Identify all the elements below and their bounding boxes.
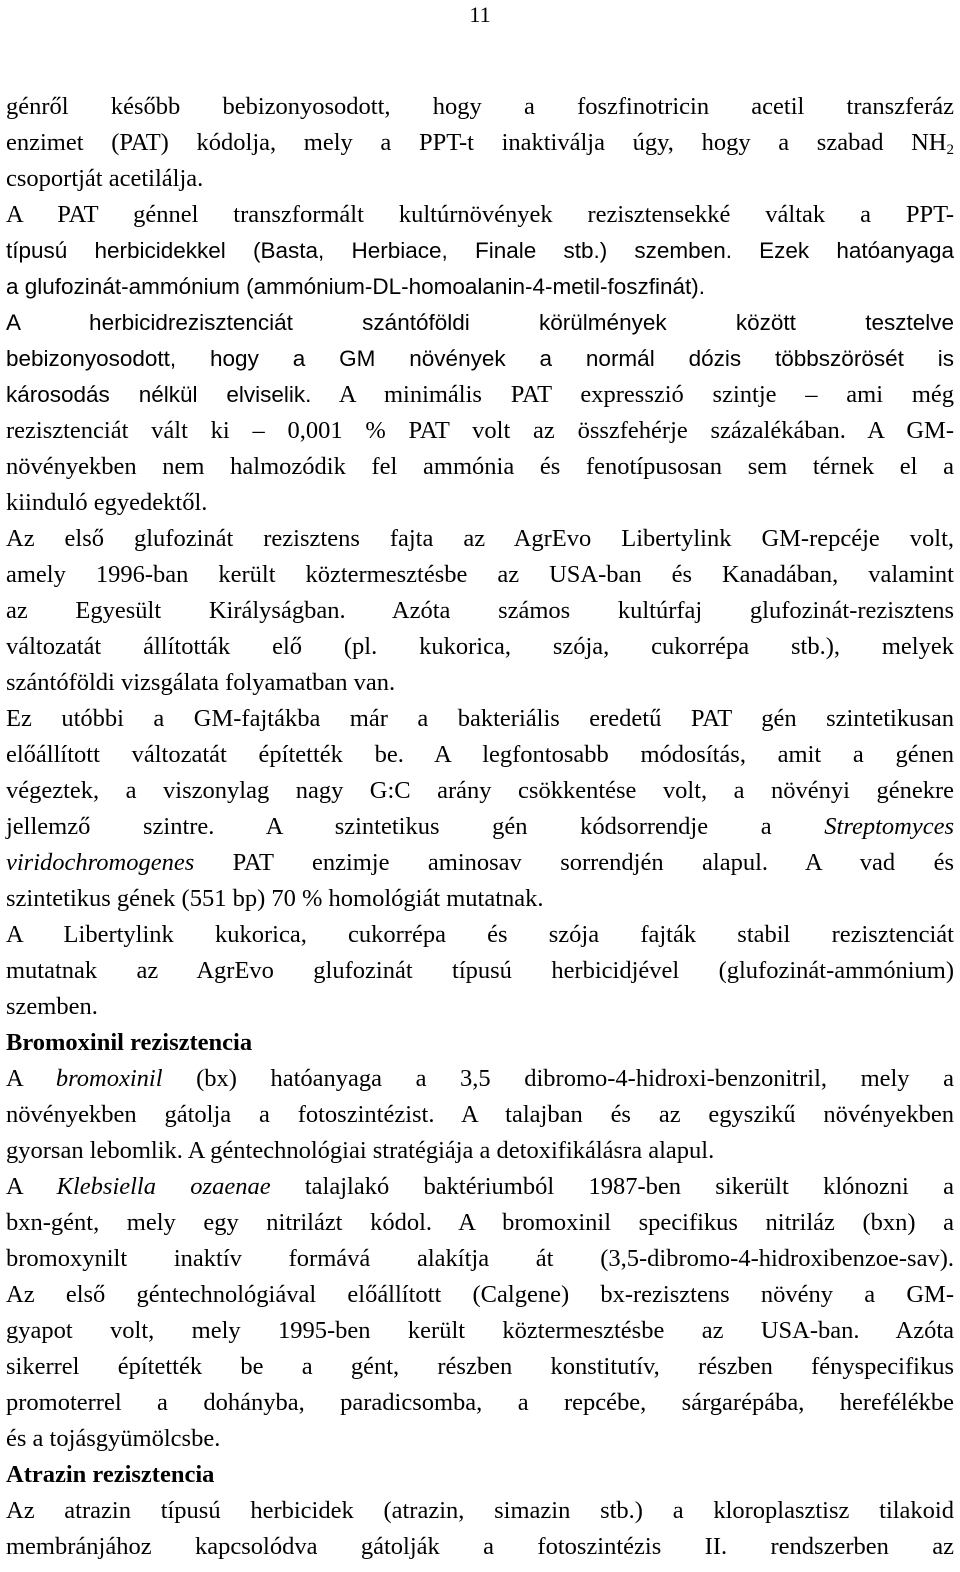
section-heading: [6, 1025, 954, 1061]
text-segment: bebizonyosodott, hogy a GM növények a normál dózis többszörösét is: [6, 346, 954, 371]
italic-term: Streptomyces: [824, 813, 954, 840]
text-line: [6, 125, 954, 161]
text-line: [6, 197, 954, 233]
text-segment: A minimális PAT expresszió szintje – ami még: [311, 381, 954, 408]
text-line: [6, 1493, 954, 1529]
text-segment: PAT enzimje aminosav sorrendjén alapul. A vad és: [194, 849, 954, 876]
text-line: [6, 1061, 954, 1097]
text-segment: a glufozinát-ammónium (ammónium-DL-homoalanin-4-metil-foszfinát).: [6, 274, 705, 299]
text-segment: az Egyesült Királyságban. Azóta számos kultúrfaj glufozinát-rezisztens: [6, 597, 954, 624]
text-segment: szemben.: [6, 993, 98, 1020]
text-line: [6, 953, 954, 989]
body-text: [6, 89, 954, 1565]
text-segment: enzimet (PAT) kódolja, mely a PPT-t inaktiválja úgy, hogy a szabad NH: [6, 129, 947, 156]
text-segment: gyorsan lebomlik. A géntechnológiai stratégiája a detoxifikálásra alapul.: [6, 1137, 715, 1164]
text-segment: kiinduló egyedektől.: [6, 489, 208, 516]
text-segment: szintetikus gének (551 bp) 70 % homológiát mutatnak.: [6, 885, 544, 912]
text-line: [6, 1205, 954, 1241]
text-segment: promoterrel a dohányba, paradicsomba, a repcébe, sárgarépába, herefélékbe: [6, 1389, 954, 1416]
text-line: [6, 1385, 954, 1421]
text-segment: Bromoxinil rezisztencia: [6, 1029, 253, 1056]
text-segment: Atrazin rezisztencia: [6, 1461, 215, 1488]
text-segment: amely 1996-ban került köztermesztésbe az USA-ban és Kanadában, valamint: [6, 561, 954, 588]
text-line: [6, 665, 954, 701]
text-segment: előállított változatát építették be. A legfontosabb módosítás, amit a génen: [6, 741, 954, 768]
text-line: [6, 1133, 954, 1169]
text-line: [6, 845, 954, 881]
text-line: [6, 485, 954, 521]
text-line: [6, 809, 954, 845]
text-line: [6, 737, 954, 773]
text-line: [6, 881, 954, 917]
text-segment: mutatnak az AgrEvo glufozinát típusú herbicidjével (glufozinát-ammónium): [6, 957, 954, 984]
text-line: [6, 1529, 954, 1565]
text-line: [6, 269, 954, 305]
text-segment: rezisztenciát vált ki – 0,001 % PAT volt az összfehérje százalékában. A GM-: [6, 417, 954, 444]
italic-term: viridochromogenes: [6, 849, 195, 876]
text-segment: és a tojásgyümölcsbe.: [6, 1425, 221, 1452]
text-line: [6, 413, 954, 449]
text-segment: szántóföldi vizsgálata folyamatban van.: [6, 669, 396, 696]
text-segment: Az első géntechnológiával előállított (Calgene) bx-rezisztens növény a GM-: [6, 1281, 954, 1308]
text-segment: végeztek, a viszonylag nagy G:C arány csökkentése volt, a növényi génekre: [6, 777, 954, 804]
text-segment: sikerrel építették be a gént, részben konstitutív, részben fényspecifikus: [6, 1353, 954, 1380]
text-line: [6, 773, 954, 809]
text-line: [6, 917, 954, 953]
text-line: [6, 1169, 954, 1205]
text-line: [6, 629, 954, 665]
text-segment: növényekben gátolja a fotoszintézist. A talajban és az egyszikű növényekben: [6, 1101, 954, 1128]
text-line: [6, 1421, 954, 1457]
text-line: [6, 305, 954, 341]
text-segment: bromoxynilt inaktív formává alakítja át (3,5-dibromo-4-hidroxibenzoe-sav).: [6, 1245, 954, 1272]
text-line: [6, 449, 954, 485]
text-segment: A: [6, 1065, 56, 1092]
text-segment: változatát állították elő (pl. kukorica, szója, cukorrépa stb.), melyek: [6, 633, 954, 660]
text-segment: A herbicidrezisztenciát szántóföldi körülmények között tesztelve: [6, 310, 954, 335]
text-line: [6, 1097, 954, 1133]
text-line: [6, 989, 954, 1025]
text-line: [6, 341, 954, 377]
text-segment: jellemző szintre. A szintetikus gén kódsorrendje a: [6, 813, 825, 840]
text-segment: (bx) hatóanyaga a 3,5 dibromo-4-hidroxi-benzonitril, mely a: [162, 1065, 954, 1092]
text-segment: membránjához kapcsolódva gátolják a fotoszintézis II. rendszerben az: [6, 1533, 954, 1560]
text-segment: bxn-gént, mely egy nitrilázt kódol. A bromoxinil specifikus nitriláz (bxn) a: [6, 1209, 954, 1236]
italic-term: bromoxinil: [55, 1065, 163, 1092]
text-line: [6, 233, 954, 269]
text-line: [6, 521, 954, 557]
text-line: [6, 593, 954, 629]
text-line: [6, 89, 954, 125]
text-segment: A Libertylink kukorica, cukorrépa és szója fajták stabil rezisztenciát: [6, 921, 954, 948]
text-line: [6, 377, 954, 413]
section-heading: [6, 1457, 954, 1493]
text-line: [6, 161, 954, 197]
text-segment: károsodás nélkül elviselik.: [6, 382, 312, 407]
text-segment: Az atrazin típusú herbicidek (atrazin, simazin stb.) a kloroplasztisz tilakoid: [6, 1497, 954, 1524]
text-line: [6, 1277, 954, 1313]
italic-term: Klebsiella ozaenae: [56, 1173, 271, 1200]
text-line: [6, 701, 954, 737]
text-line: [6, 557, 954, 593]
text-line: [6, 1349, 954, 1385]
text-segment: növényekben nem halmozódik fel ammónia és fenotípusosan sem térnek el a: [6, 453, 954, 480]
page-number: 11: [469, 2, 491, 27]
text-segment: csoportját acetilálja.: [6, 165, 204, 192]
text-segment: Ez utóbbi a GM-fajtákba már a bakteriális eredetű PAT gén szintetikusan: [6, 705, 954, 732]
text-segment: típusú herbicidekkel (Basta, Herbiace, Finale stb.) szemben.: [6, 238, 760, 263]
text-line: [6, 1241, 954, 1277]
text-segment: génről később bebizonyosodott, hogy a foszfinotricin acetil transzferáz: [6, 93, 954, 120]
text-segment: A: [6, 1173, 57, 1200]
text-segment: A PAT génnel transzformált kultúrnövények rezisztensekké váltak a PPT-: [6, 201, 954, 228]
text-segment: Ezek hatóanyaga: [759, 238, 954, 263]
text-segment: gyapot volt, mely 1995-ben került köztermesztésbe az USA-ban. Azóta: [6, 1317, 954, 1344]
text-line: [6, 1313, 954, 1349]
text-segment: talajlakó baktériumból 1987-ben sikerült klónozni a: [270, 1173, 954, 1200]
subscript: 2: [946, 142, 954, 158]
text-segment: Az első glufozinát rezisztens fajta az AgrEvo Libertylink GM-repcéje volt,: [6, 525, 954, 552]
